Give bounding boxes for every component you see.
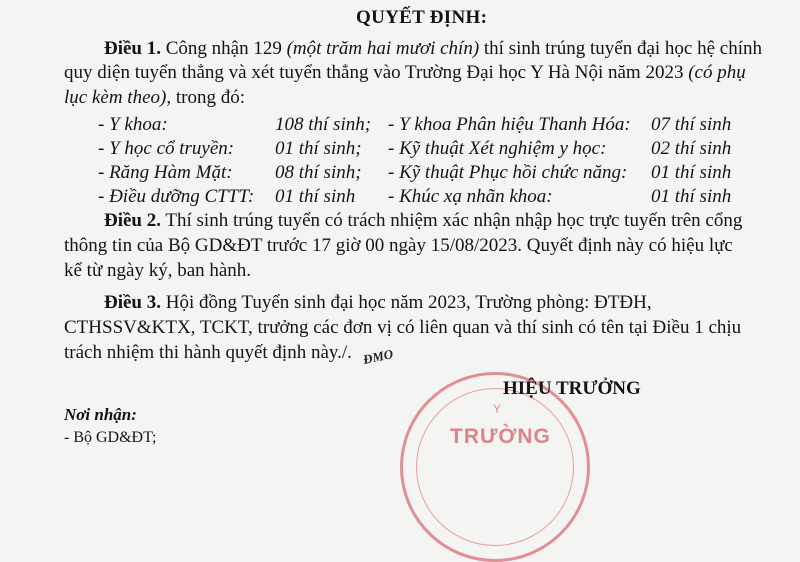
- article-2-line-2: thông tin của Bộ GD&ĐT trước 17 giờ 00 ngày 15/08/2023. Quyết định này có hiệu lực: [64, 235, 733, 256]
- article-1-appendix-note: (có phụ: [688, 62, 746, 83]
- major-count: 01 thí sinh: [651, 162, 732, 183]
- article-2-line-3: kể từ ngày ký, ban hành.: [64, 260, 252, 281]
- major-name: - Y khoa Phân hiệu Thanh Hóa:: [388, 114, 631, 135]
- major-name: - Điều dưỡng CTTT:: [98, 186, 255, 207]
- article-1-text: Công nhận 129: [161, 38, 287, 59]
- article-1-line-3: [64, 87, 245, 109]
- decision-title: QUYẾT ĐỊNH:: [356, 7, 488, 28]
- stamp-letter: Y: [493, 402, 502, 416]
- major-name: - Răng Hàm Mặt:: [98, 162, 233, 183]
- major-name: - Kỹ thuật Phục hồi chức năng:: [388, 162, 628, 183]
- article-1-appendix-note-end: lục kèm theo): [64, 87, 167, 108]
- handwritten-initial: ĐMO: [361, 346, 395, 368]
- major-count: 01 thí sinh: [275, 186, 356, 207]
- article-2-line-1: [104, 210, 742, 232]
- article-1-count-words: (một trăm hai mươi chín): [286, 38, 480, 59]
- major-count: 07 thí sinh: [651, 114, 732, 135]
- article-3-text: Hội đồng Tuyển sinh đại học năm 2023, Trường phòng: ĐTĐH,: [161, 292, 652, 313]
- signer-title: HIỆU TRƯỞNG: [503, 378, 641, 399]
- article-3-line-1: [104, 292, 652, 314]
- major-count: 01 thí sinh: [651, 186, 732, 207]
- recipients-label: Nơi nhận:: [64, 405, 137, 424]
- major-count: 108 thí sinh;: [275, 114, 372, 135]
- major-count: 01 thí sinh;: [275, 138, 362, 159]
- article-3-line-2: CTHSSV&KTX, TCKT, trưởng các đơn vị có liên quan và thí sinh có tên tại Điều 1 chịu: [64, 317, 742, 338]
- article-1-text-cont: thí sinh trúng tuyển đại học hệ chính: [479, 38, 762, 59]
- article-3-label: Điều 3.: [104, 292, 161, 313]
- article-1-line-1: [104, 38, 762, 60]
- recipient-item: - Bộ GD&ĐT;: [64, 429, 157, 446]
- major-name: - Y học cổ truyền:: [98, 138, 235, 159]
- article-1-line-2-text: quy diện tuyển thẳng và xét tuyển thẳng vào Trường Đại học Y Hà Nội năm 2023: [64, 62, 689, 83]
- article-2-label: Điều 2.: [104, 210, 161, 231]
- article-1-line-2: [64, 62, 746, 84]
- major-count: 02 thí sinh: [651, 138, 732, 159]
- stamp-text: TRƯỜNG: [450, 425, 551, 448]
- article-1-label: Điều 1.: [104, 38, 161, 59]
- major-count: 08 thí sinh;: [275, 162, 362, 183]
- article-2-text: Thí sinh trúng tuyển có trách nhiệm xác nhận nhập học trực tuyến trên cổng: [161, 210, 743, 231]
- major-name: - Kỹ thuật Xét nghiệm y học:: [388, 138, 607, 159]
- major-name: - Y khoa:: [98, 114, 168, 135]
- article-1-line-3-text: , trong đó:: [166, 87, 245, 108]
- article-3-line-3: trách nhiệm thi hành quyết định này./.: [64, 342, 352, 363]
- major-name: - Khúc xạ nhãn khoa:: [388, 186, 553, 207]
